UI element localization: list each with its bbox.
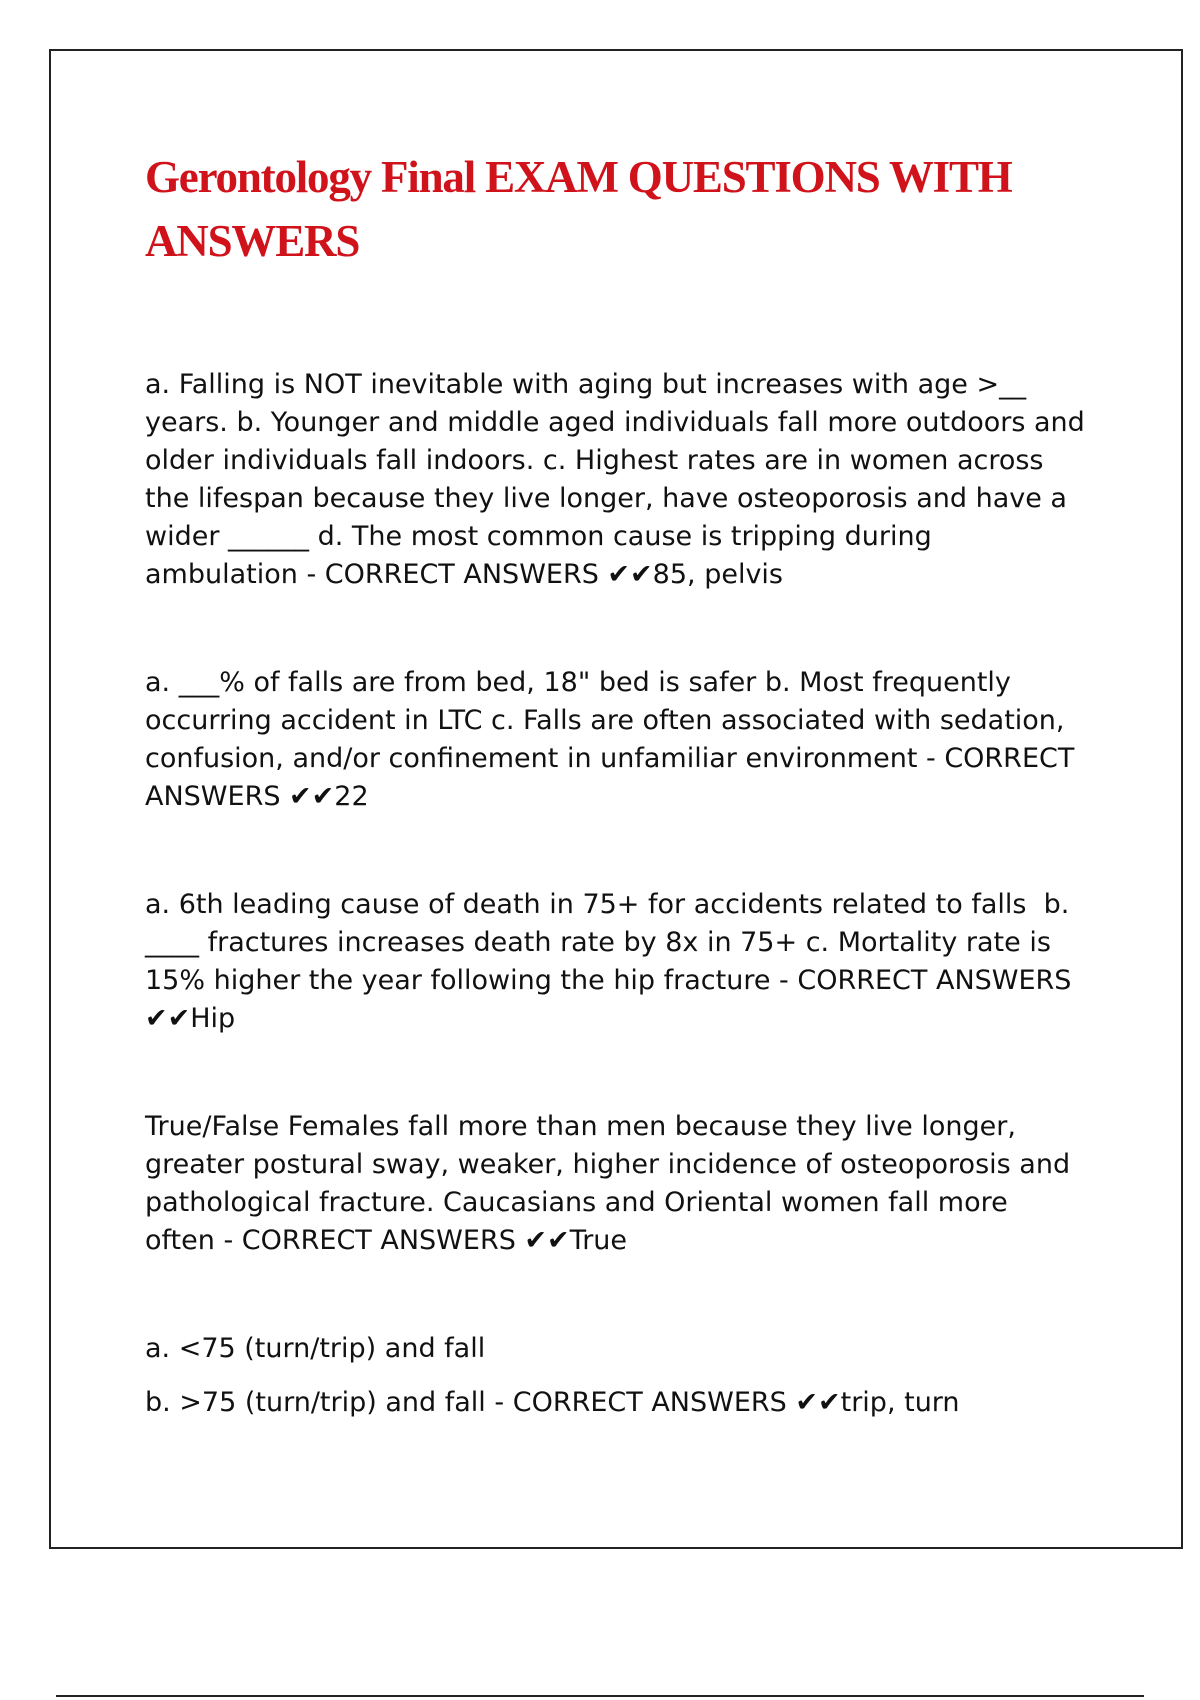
footer-divider (56, 1695, 1144, 1697)
question-item-5 (145, 1330, 1085, 1422)
question-list (145, 366, 1094, 1438)
question-item-3: a. 6th leading cause of death in 75+ for accidents related to falls b. ____ fractures increases death rate by 8x in 75+ c. Mortality rate is 15% higher the year following the hip fracture - CORRECT ANSWERS ✔✔Hip (145, 889, 1081, 1034)
question-item-5-line-b: b. >75 (turn/trip) and fall - CORRECT ANSWERS ✔✔trip, turn (145, 1387, 960, 1418)
document-title: Gerontology Final EXAM QUESTIONS WITH ANSWERS (145, 152, 1012, 266)
question-item-5-line-a: a. <75 (turn/trip) and fall (145, 1333, 486, 1364)
question-item-4: True/False Females fall more than men because they live longer, greater postural sway, weaker, higher incidence of osteoporosis and pathological fracture. Caucasians and Oriental women fall more often - CORRECT ANSWERS ✔✔True (145, 1111, 1079, 1256)
question-item-1: a. Falling is NOT inevitable with aging but increases with age >__ years. b. Younger and middle aged individuals fall more outdoors and older individuals fall indoors. c. Highest rates are in women across the lifespan because they live longer, have osteoporosis and have a wider ______ d. The most common cause is tripping during ambulation - CORRECT ANSWERS ✔✔85, pelvis (145, 369, 1094, 590)
question-item-2: a. ___% of falls are from bed, 18" bed is safer b. Most frequently occurring accident in LTC c. Falls are often associated with sedation, confusion, and/or confinement in unfamiliar environment - CORRECT ANSWERS ✔✔22 (145, 667, 1083, 812)
